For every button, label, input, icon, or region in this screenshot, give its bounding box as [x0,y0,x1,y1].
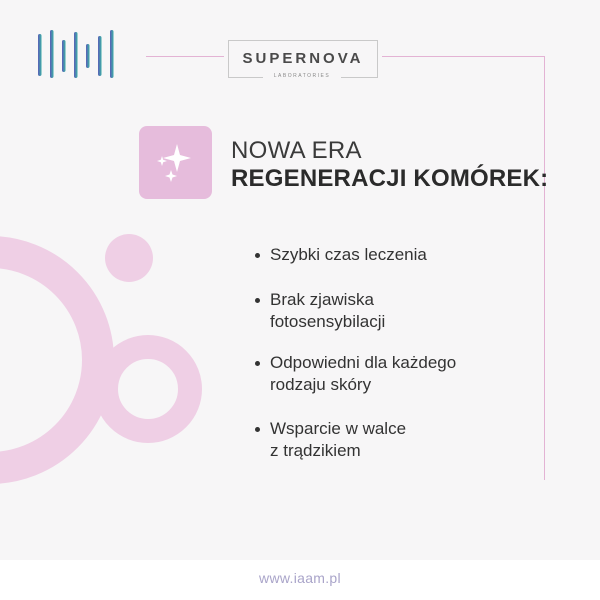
title-line-1: NOWA ERA [231,137,362,164]
list-item-line-2: z trądzikiem [270,441,361,460]
brand-name: SUPERNOVA [242,50,364,67]
bullet-dot [255,253,260,258]
list-item-line-2: rodzaju skóry [270,375,372,394]
list-item [255,352,555,396]
page-title [231,137,548,193]
title-line-2: REGENERACJI KOMÓREK: [231,165,549,192]
sparkle-tile [139,126,212,199]
brand-subtitle: LABORATORIES [263,72,341,80]
small-dot [105,234,153,282]
footer [0,560,600,600]
bullet-dot [255,361,260,366]
large-ring [0,252,98,468]
list-item-line-1: Odpowiedni dla każdego [270,353,457,372]
header-line-right [382,56,545,57]
bullet-dot [255,427,260,432]
sparkle-icon [139,126,212,199]
list-item [255,244,555,266]
medium-ring [106,347,190,431]
list-item-line-1: Szybki czas leczenia [270,245,427,264]
header-line-left [146,56,224,57]
list-item-line-1: Wsparcie w walce [270,419,407,438]
frame-line-right [544,56,545,480]
bullet-dot [255,298,260,303]
list-item [255,289,555,333]
list-item-line-1: Brak zjawiska [270,290,374,309]
footer-url: www.iaam.pl [259,570,341,586]
list-item-line-2: fotosensybilacji [270,312,386,331]
list-item [255,418,555,462]
audio-bars-icon [38,30,128,80]
